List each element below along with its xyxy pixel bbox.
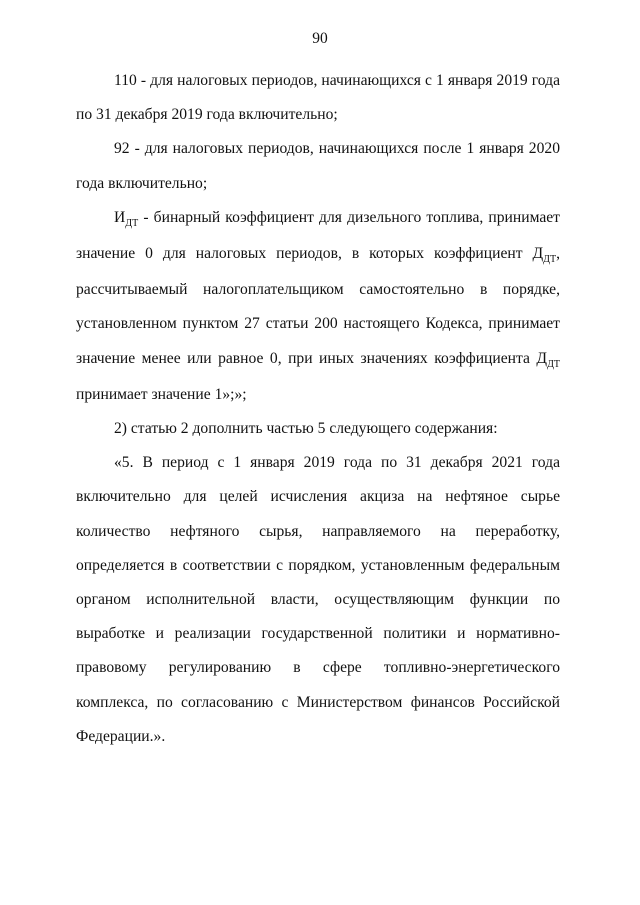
paragraph-article-2-amendment: 2) статью 2 дополнить частью 5 следующего содержания: <box>114 420 498 438</box>
coefficient-text-part1: - бинарный коэффициент для дизельного топлива, принимает значение 0 для налоговых периодов, в которых коэффициент Д <box>76 208 560 263</box>
coefficient-subscript-2: ДТ <box>543 254 557 266</box>
coefficient-text-part2: , рассчитываемый налогоплательщиком самостоятельно в порядке, установленном пунктом 27 статьи 200 настоящего Кодекса, принимает значение менее или равное 0, при иных значениях коэффициента Д <box>76 245 560 367</box>
paragraph-binary-coefficient <box>76 201 560 412</box>
page-number: 90 <box>312 30 328 47</box>
paragraph-rate-92: 92 - для налоговых периодов, начинающихся после 1 января 2020 года включительно; <box>76 140 560 192</box>
coefficient-text-part3: принимает значение 1»;»; <box>76 385 247 403</box>
paragraph-rate-110: 110 - для налоговых периодов, начинающихся с 1 января 2019 года по 31 декабря 2019 года включительно; <box>76 72 560 124</box>
coefficient-symbol: И <box>114 208 126 226</box>
paragraph-part-5: «5. В период с 1 января 2019 года по 31 декабря 2021 года включительно для целей исчисления акциза на нефтяное сырье количество нефтяного сырья, направляемого на переработку, определяется в соответствии с порядком, установленным федеральным органом исполнительной власти, осуществляющим функции по выработке и реализации государственной политики и нормативно-правовому регулированию в сфере топливно-энергетического комплекса, по согласованию с Министерством финансов Российской Федерации.». <box>76 454 560 745</box>
coefficient-subscript: ДТ <box>125 217 139 229</box>
coefficient-subscript-3: ДТ <box>547 358 560 370</box>
document-body <box>76 64 560 754</box>
